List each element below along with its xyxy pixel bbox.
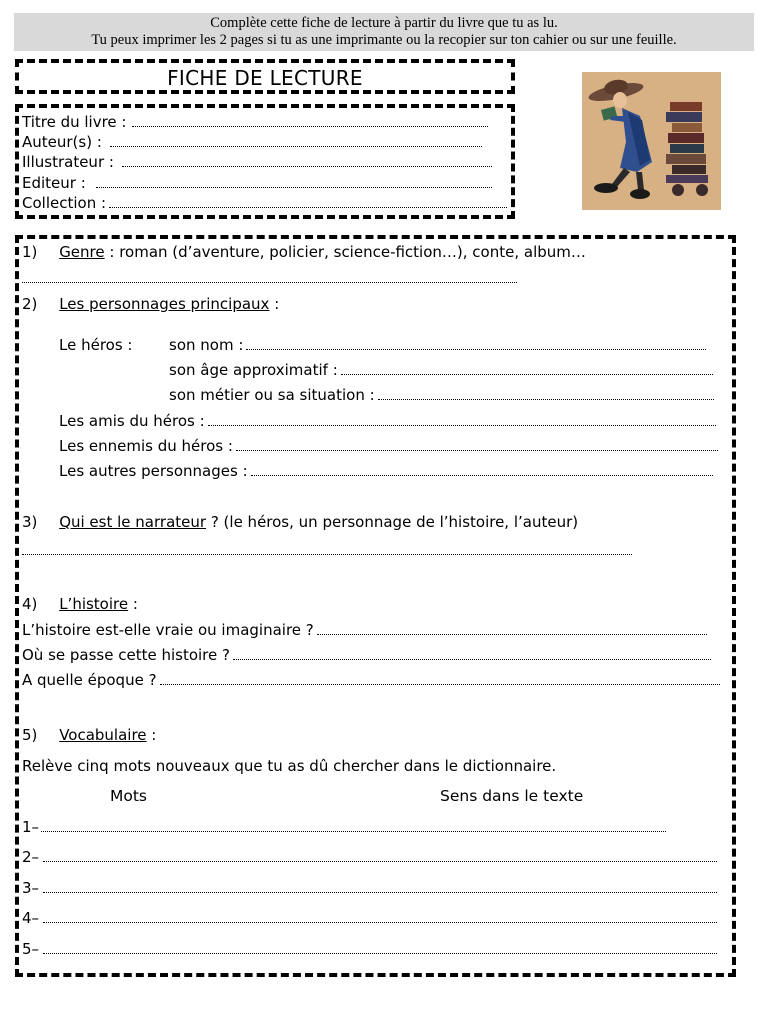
vocab-row-2-blank[interactable] <box>43 861 717 862</box>
field-amis-label: Les amis du héros : <box>59 412 205 430</box>
field-ennemis-label: Les ennemis du héros : <box>59 437 233 455</box>
field-autres-label: Les autres personnages : <box>59 462 248 480</box>
section-5-heading <box>22 726 156 744</box>
field-editeur <box>22 174 492 192</box>
field-collection-label: Collection : <box>22 194 107 212</box>
field-heros-metier <box>169 386 714 404</box>
reading-woman-illustration <box>582 72 721 210</box>
vocab-row-3 <box>22 879 717 897</box>
instructions-line-2: Tu peux imprimer les 2 pages si tu as une imprimante ou la recopier sur ton cahier ou sur une feuille. <box>91 32 677 48</box>
field-editeur-blank[interactable] <box>96 187 492 188</box>
field-editeur-label: Editeur : <box>22 174 86 192</box>
vocabulary-instruction: Relève cinq mots nouveaux que tu as dû chercher dans le dictionnaire. <box>22 757 557 775</box>
field-heros-age-label: son âge approximatif : <box>169 361 338 379</box>
vocab-row-1-number: 1– <box>22 818 40 836</box>
column-mots: Mots <box>110 787 148 805</box>
field-auteur-blank[interactable] <box>110 146 482 147</box>
field-lieu-label: Où se passe cette histoire ? <box>22 646 230 664</box>
section-4-heading <box>22 595 138 613</box>
field-autres-blank[interactable] <box>251 475 713 476</box>
vocab-row-5 <box>22 940 717 958</box>
section-5-number: 5) <box>22 726 38 744</box>
section-1-text: : roman (d’aventure, policier, science-fiction…), conte, album… <box>104 243 586 261</box>
field-ennemis-blank[interactable] <box>236 450 718 451</box>
reading-woman-icon <box>582 72 721 210</box>
field-heros-metier-blank[interactable] <box>378 399 714 400</box>
instructions-line-1: Complète cette fiche de lecture à partir du livre que tu as lu. <box>210 15 558 31</box>
field-collection-blank[interactable] <box>109 207 507 208</box>
field-lieu-blank[interactable] <box>233 659 711 660</box>
vocab-row-3-blank[interactable] <box>43 892 717 893</box>
section-1-label: Genre <box>59 243 105 261</box>
field-illustrateur <box>22 153 492 171</box>
vocab-row-4-blank[interactable] <box>43 922 717 923</box>
field-vraie-imaginaire-blank[interactable] <box>317 634 707 635</box>
instructions-banner <box>14 13 754 51</box>
field-vraie-imaginaire-label: L’histoire est-elle vraie ou imaginaire ? <box>22 621 314 639</box>
heros-label: Le héros : <box>59 336 133 354</box>
section-3-text: ? (le héros, un personnage de l’histoire, l’auteur) <box>206 513 579 531</box>
field-heros-nom <box>169 336 706 354</box>
section-2-heading <box>22 295 279 313</box>
section-4-text: : <box>128 595 138 613</box>
vocab-row-2-number: 2– <box>22 848 40 866</box>
section-1-answer-blank[interactable] <box>22 282 517 283</box>
field-autres <box>59 462 713 480</box>
vocab-row-4-number: 4– <box>22 909 40 927</box>
field-collection <box>22 194 507 212</box>
field-titre <box>22 113 488 131</box>
section-3-heading <box>22 513 578 531</box>
section-3-answer-blank[interactable] <box>22 554 632 555</box>
field-illustrateur-label: Illustrateur : <box>22 153 114 171</box>
column-sens: Sens dans le texte <box>440 787 584 805</box>
field-titre-label: Titre du livre : <box>22 113 127 131</box>
field-epoque-label: A quelle époque ? <box>22 671 157 689</box>
section-4-label: L’histoire <box>59 595 129 613</box>
section-2-label: Les personnages principaux <box>59 295 270 313</box>
vocab-row-5-blank[interactable] <box>43 953 717 954</box>
section-1-number: 1) <box>22 243 38 261</box>
section-1-heading <box>22 243 586 261</box>
section-2-text: : <box>269 295 280 313</box>
field-illustrateur-blank[interactable] <box>122 166 492 167</box>
field-epoque-blank[interactable] <box>160 684 720 685</box>
section-5-label: Vocabulaire <box>59 726 147 744</box>
field-vraie-imaginaire <box>22 621 707 639</box>
section-2-number: 2) <box>22 295 38 313</box>
field-auteur <box>22 133 482 151</box>
field-heros-metier-label: son métier ou sa situation : <box>169 386 375 404</box>
field-heros-age-blank[interactable] <box>341 374 713 375</box>
field-titre-blank[interactable] <box>132 126 488 127</box>
section-3-number: 3) <box>22 513 38 531</box>
field-heros-nom-blank[interactable] <box>246 349 706 350</box>
vocab-row-5-number: 5– <box>22 940 40 958</box>
vocab-row-1 <box>22 818 666 836</box>
field-amis-blank[interactable] <box>208 425 716 426</box>
field-amis <box>59 412 716 430</box>
section-5-text: : <box>146 726 157 744</box>
section-4-number: 4) <box>22 595 38 613</box>
field-ennemis <box>59 437 718 455</box>
vocab-row-2 <box>22 848 717 866</box>
page-title: FICHE DE LECTURE <box>167 66 363 90</box>
field-epoque <box>22 671 720 689</box>
field-auteur-label: Auteur(s) : <box>22 133 102 151</box>
vocab-row-1-blank[interactable] <box>41 831 666 832</box>
vocab-row-4 <box>22 909 717 927</box>
field-heros-nom-label: son nom : <box>169 336 244 354</box>
field-lieu <box>22 646 711 664</box>
field-heros-age <box>169 361 713 379</box>
vocab-row-3-number: 3– <box>22 879 40 897</box>
section-3-label: Qui est le narrateur <box>59 513 207 531</box>
